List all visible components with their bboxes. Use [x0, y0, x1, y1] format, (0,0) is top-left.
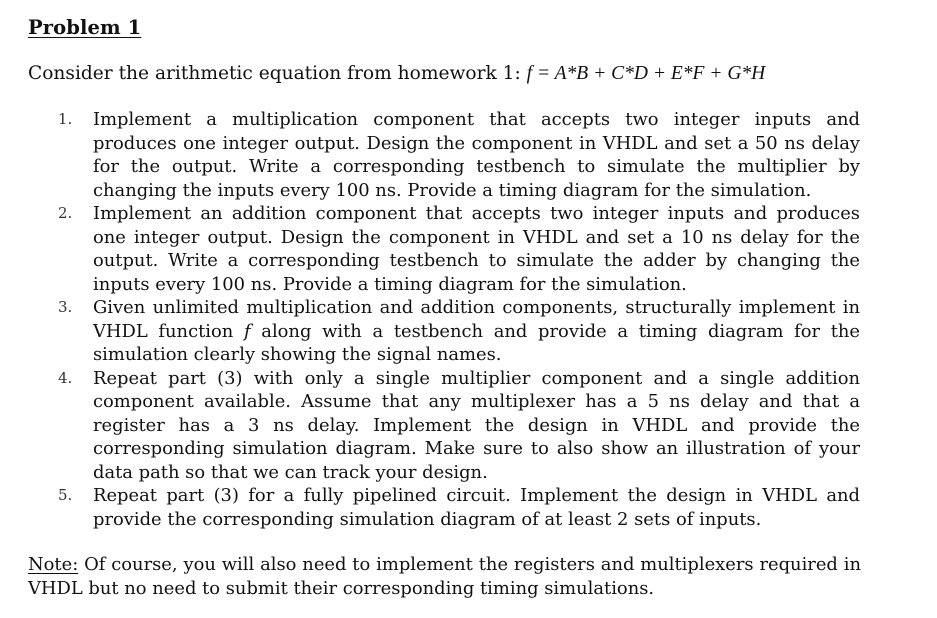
item-text-before: Given unlimited multiplication and addition components, structurally implement in VHDL function [93, 297, 860, 342]
note-text: Of course, you will also need to implement the registers and multiplexers required in VHDL but no need to submit their corresponding timing simulations. [28, 554, 861, 599]
item-text: Repeat part (3) with only a single multiplier component and a single addition component available. Assume that any multiplexer has a 5 ns delay and that a register has a 3 ns delay. Implement the design in VHDL and provide the corresponding simulation diagram. Make sure to also show an illustration of your data path so that we can track your design. [93, 367, 860, 483]
item-text: Implement an addition component that accepts two integer inputs and produces one integer output. Design the component in VHDL and set a 10 ns delay for the output. Write a corresponding testbench to simulate the adder by changing the inputs every 100 ns. Provide a timing diagram for the simulation. [93, 203, 860, 295]
task-list [58, 108, 860, 531]
list-item [58, 296, 860, 367]
equation [527, 63, 766, 84]
list-item [58, 484, 860, 531]
equation-lhs: f [526, 63, 533, 84]
item-number: 1. [58, 110, 73, 128]
note-label: Note: [28, 554, 79, 575]
list-item [58, 202, 860, 296]
item-number: 3. [58, 298, 73, 316]
item-number: 4. [58, 368, 73, 387]
intro-paragraph [28, 63, 765, 85]
list-item [58, 108, 860, 202]
item-text: Implement a multiplication component that accepts two integer inputs and produces one integer output. Design the component in VHDL and set a 50 ns delay for the output. Write a corresponding testbench to simulate the multiplier by changing the inputs every 100 ns. Provide a timing diagram for the simulation. [93, 109, 860, 201]
item-text: Repeat part (3) for a fully pipelined circuit. Implement the design in VHDL and provide the corresponding simulation diagram of at least 2 sets of inputs. [93, 485, 860, 530]
intro-text: Consider the arithmetic equation from homework 1: [28, 63, 527, 84]
list-item [58, 367, 860, 485]
note-paragraph [28, 553, 861, 600]
function-variable: f [243, 320, 251, 342]
problem-title: Problem 1 [28, 16, 142, 39]
item-number: 2. [58, 204, 73, 222]
item-text [93, 297, 860, 365]
equation-rhs: = A*B + C*D + E*F + G*H [532, 63, 766, 84]
item-text-after: along with a testbench and provide a timing diagram for the simulation clearly showing the signal names. [93, 320, 860, 365]
item-number: 5. [58, 486, 73, 504]
